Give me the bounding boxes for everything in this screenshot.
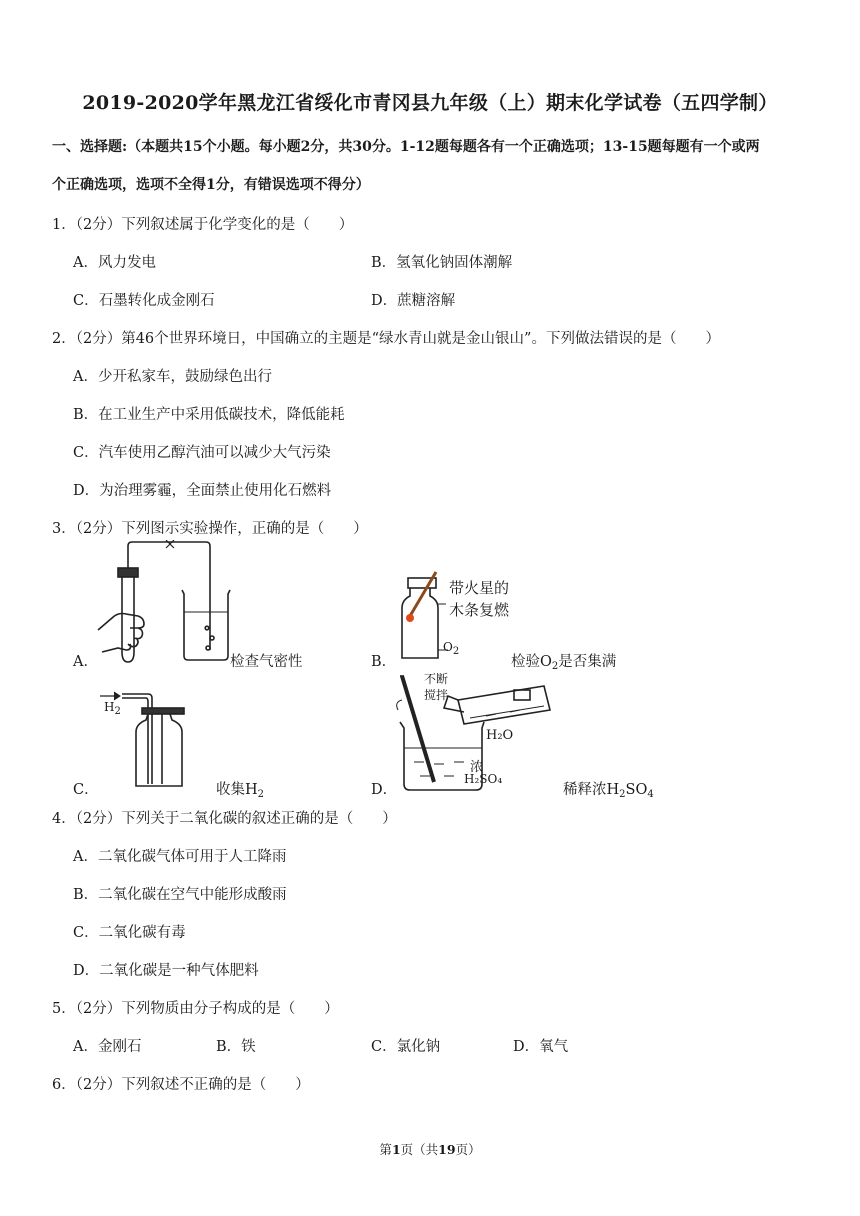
total-pages: 19 <box>438 1142 456 1157</box>
oxygen-test-label-1: 带火星的 <box>449 579 510 597</box>
question-2-option-b: B．在工业生产中采用低碳技术，降低能耗 <box>73 407 345 423</box>
question-5-option-b: B．铁 <box>216 1039 256 1055</box>
question-1-option-c: C．石墨转化成金刚石 <box>73 293 215 309</box>
question-5-option-d: D．氧气 <box>513 1039 569 1055</box>
stir-label-1: 不断 <box>424 672 449 686</box>
question-4-option-c: C．二氧化碳有毒 <box>73 925 186 941</box>
question-1-stem: 1．（2分）下列叙述属于化学变化的是（ ） <box>52 217 354 233</box>
concentrated-label: 浓 <box>470 760 484 775</box>
hydrogen-gas-label: $H_2$ <box>104 700 121 717</box>
question-1-option-d: D．蔗糖溶解 <box>371 293 456 309</box>
airtightness-check-figure <box>96 540 231 666</box>
question-3-option-b-caption: 检验$O_2$是否集满 <box>511 654 617 672</box>
oxygen-test-gas-label: $O_2$ <box>443 640 460 657</box>
question-3-option-d-letter: D． <box>371 782 398 798</box>
section-heading-line-1: 一、选择题:（本题共15个小题。每小题2分，共30分。1-12题每题各有一个正确选项；13-15题每题有一个或两 <box>52 139 760 155</box>
stir-label-2: 搅拌 <box>424 688 449 702</box>
question-1-option-a: A．风力发电 <box>73 255 156 271</box>
question-4-stem: 4．（2分）下列关于二氧化碳的叙述正确的是（ ） <box>52 811 397 827</box>
section-heading-line-2: 个正确选项，选项不全得1分，有错误选项不得分） <box>52 177 370 193</box>
section-heading <box>52 128 822 204</box>
question-2-stem: 2．（2分）第46个世界环境日，中国确立的主题是“绿水青山就是金山银山”。下列做法错误的是（ ） <box>52 331 720 347</box>
question-3-stem: 3．（2分）下列图示实验操作，正确的是（ ） <box>52 521 368 537</box>
oxygen-test-label-2: 木条复燃 <box>449 601 510 619</box>
question-3-option-c-caption: 收集$H_2$ <box>216 782 265 800</box>
question-1-option-b: B．氢氧化钠固体潮解 <box>371 255 513 271</box>
question-4-option-b: B．二氧化碳在空气中能形成酸雨 <box>73 887 287 903</box>
question-2-option-d: D．为治理雾霾，全面禁止使用化石燃料 <box>73 483 332 499</box>
question-2-option-c: C．汽车使用乙醇汽油可以减少大气污染 <box>73 445 331 461</box>
question-3-option-d-caption: 稀释浓$H_2SO_4$ <box>563 782 654 800</box>
page-title: 2019-2020学年黑龙江省绥化市青冈县九年级（上）期末化学试卷（五四学制） <box>82 92 778 114</box>
page-number: 1 <box>391 1142 401 1157</box>
question-3-option-a-letter: A． <box>73 654 98 670</box>
page-footer: 第1页（共19页） <box>379 1142 481 1157</box>
question-5-option-c: C．氯化钠 <box>371 1039 441 1055</box>
question-4-option-d: D．二氧化碳是一种气体肥料 <box>73 963 259 979</box>
question-2-option-a: A．少开私家车，鼓励绿色出行 <box>73 369 272 385</box>
question-5-stem: 5．（2分）下列物质由分子构成的是（ ） <box>52 1001 339 1017</box>
question-3-option-b-letter: B． <box>371 654 397 670</box>
question-3-option-a-caption: 检查气密性 <box>230 654 303 670</box>
question-4-option-a: A．二氧化碳气体可用于人工降雨 <box>73 849 287 865</box>
question-5-option-a: A．金刚石 <box>73 1039 142 1055</box>
question-3-option-c-letter: C． <box>73 782 99 798</box>
water-label: H₂O <box>486 728 514 743</box>
sulfuric-acid-label: H₂SO₄ <box>464 772 503 786</box>
question-6-stem: 6．（2分）下列叙述不正确的是（ ） <box>52 1077 310 1093</box>
